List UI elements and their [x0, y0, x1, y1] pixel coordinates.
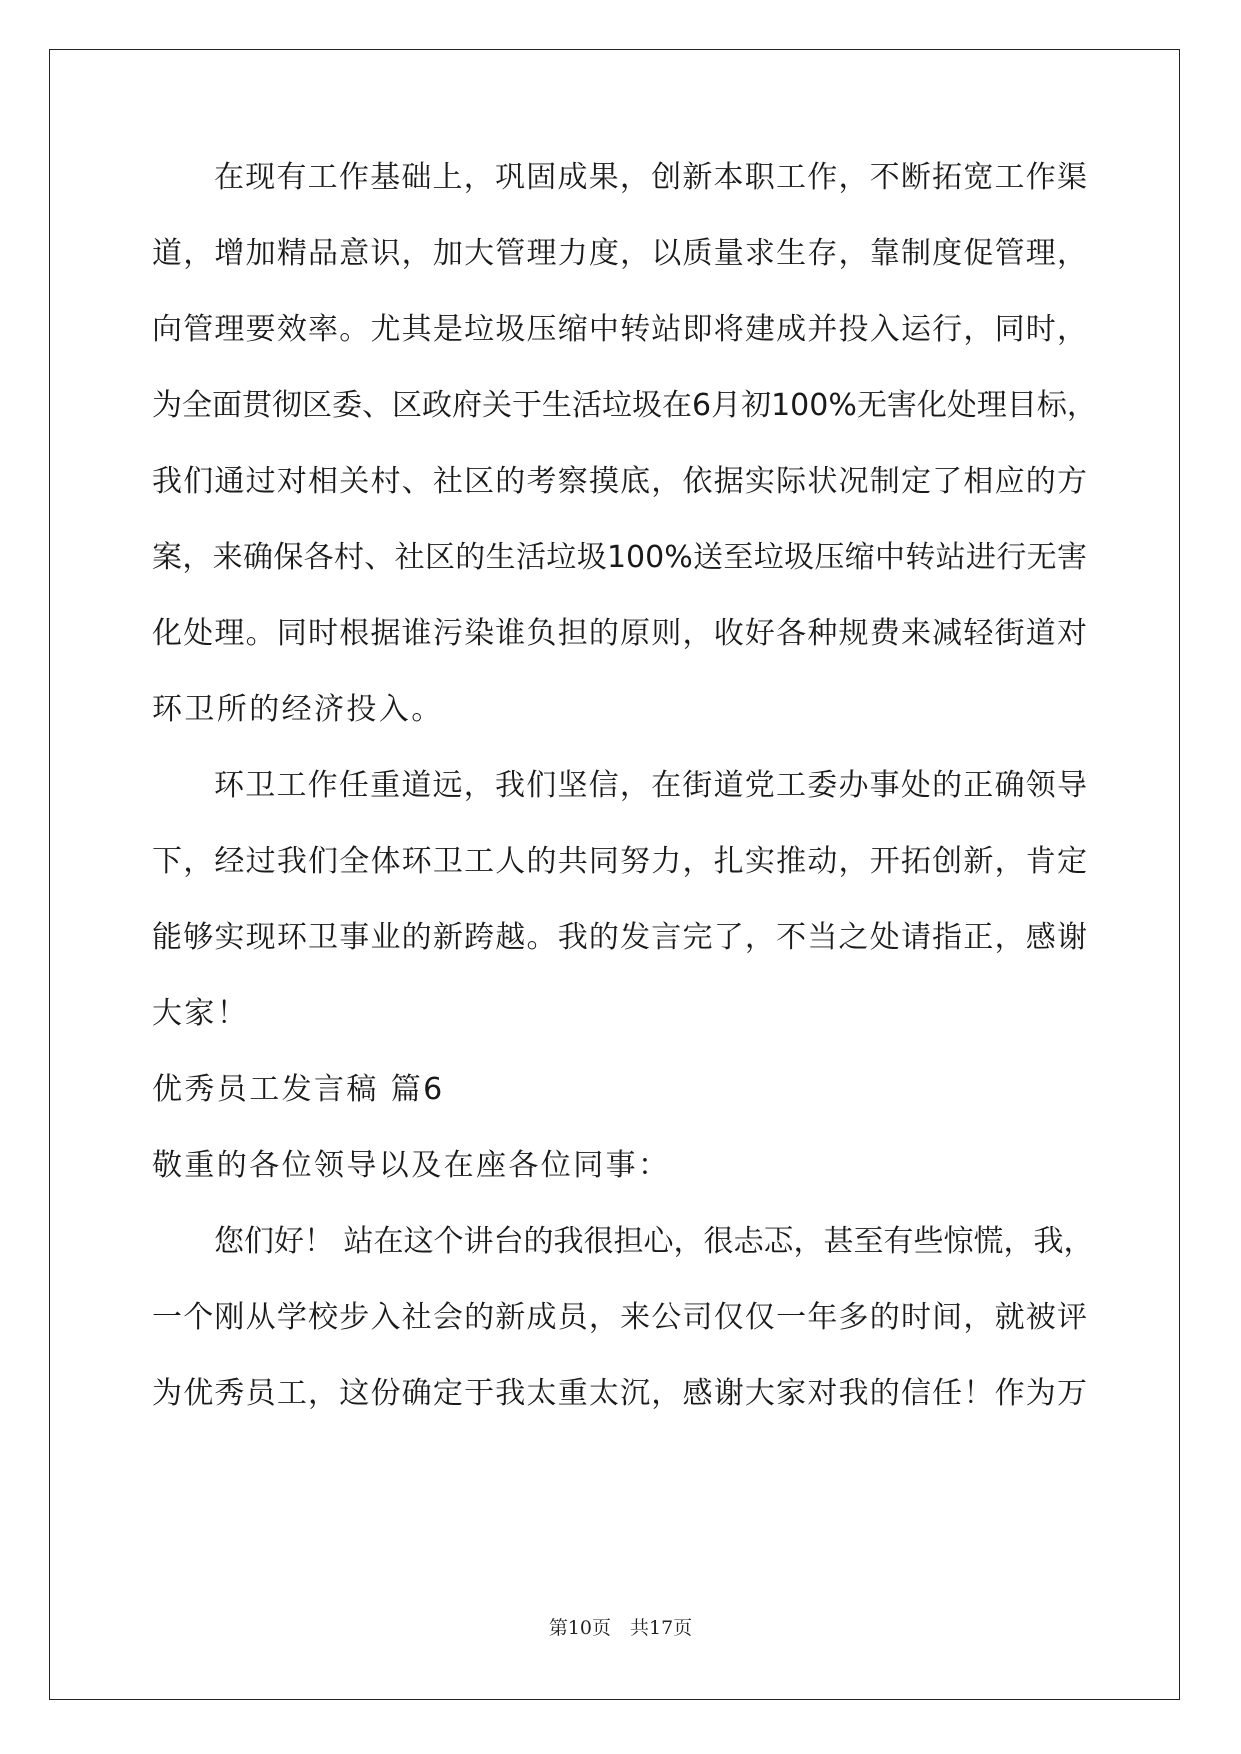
page-number: 第10页 共17页	[548, 1617, 693, 1639]
paragraph-line: 大家！	[152, 996, 250, 1031]
paragraph-line: 为优秀员工，这份确定于我太重太沉，感谢大家对我的信任！作为万	[152, 1376, 1087, 1411]
section-heading: 优秀员工发言稿 篇6	[152, 1072, 445, 1107]
paragraph-line: 我们通过对相关村、社区的考察摸底，依据实际状况制定了相应的方	[152, 464, 1087, 499]
paragraph-line: 案，来确保各村、社区的生活垃圾100%送至垃圾压缩中转站进行无害	[152, 540, 1087, 575]
paragraph-line: 在现有工作基础上，巩固成果，创新本职工作，不断拓宽工作渠	[214, 160, 1087, 195]
paragraph-line: 化处理。同时根据谁污染谁负担的原则，收好各种规费来减轻街道对	[152, 616, 1087, 651]
paragraph-line: 一个刚从学校步入社会的新成员，来公司仅仅一年多的时间，就被评	[152, 1300, 1087, 1335]
paragraph-line: 向管理要效率。尤其是垃圾压缩中转站即将建成并投入运行，同时，	[152, 312, 1087, 347]
paragraph-line: 道，增加精品意识，加大管理力度，以质量求生存，靠制度促管理，	[152, 236, 1087, 271]
salutation-line: 敬重的各位领导以及在座各位同事：	[152, 1148, 671, 1183]
paragraph-line: 您们好！ 站在这个讲台的我很担心，很忐忑，甚至有些惊慌，我，	[214, 1224, 1094, 1259]
paragraph-line: 为全面贯彻区委、区政府关于生活垃圾在6月初100%无害化处理目标，	[152, 388, 1097, 423]
paragraph-line: 下，经过我们全体环卫工人的共同努力，扎实推动，开拓创新，肯定	[152, 844, 1087, 879]
document-body	[152, 160, 1097, 1452]
paragraph-line: 环卫工作任重道远，我们坚信，在街道党工委办事处的正确领导	[214, 768, 1087, 803]
paragraph-line: 环卫所的经济投入。	[152, 692, 444, 727]
paragraph-line: 能够实现环卫事业的新跨越。我的发言完了，不当之处请指正，感谢	[152, 920, 1087, 955]
